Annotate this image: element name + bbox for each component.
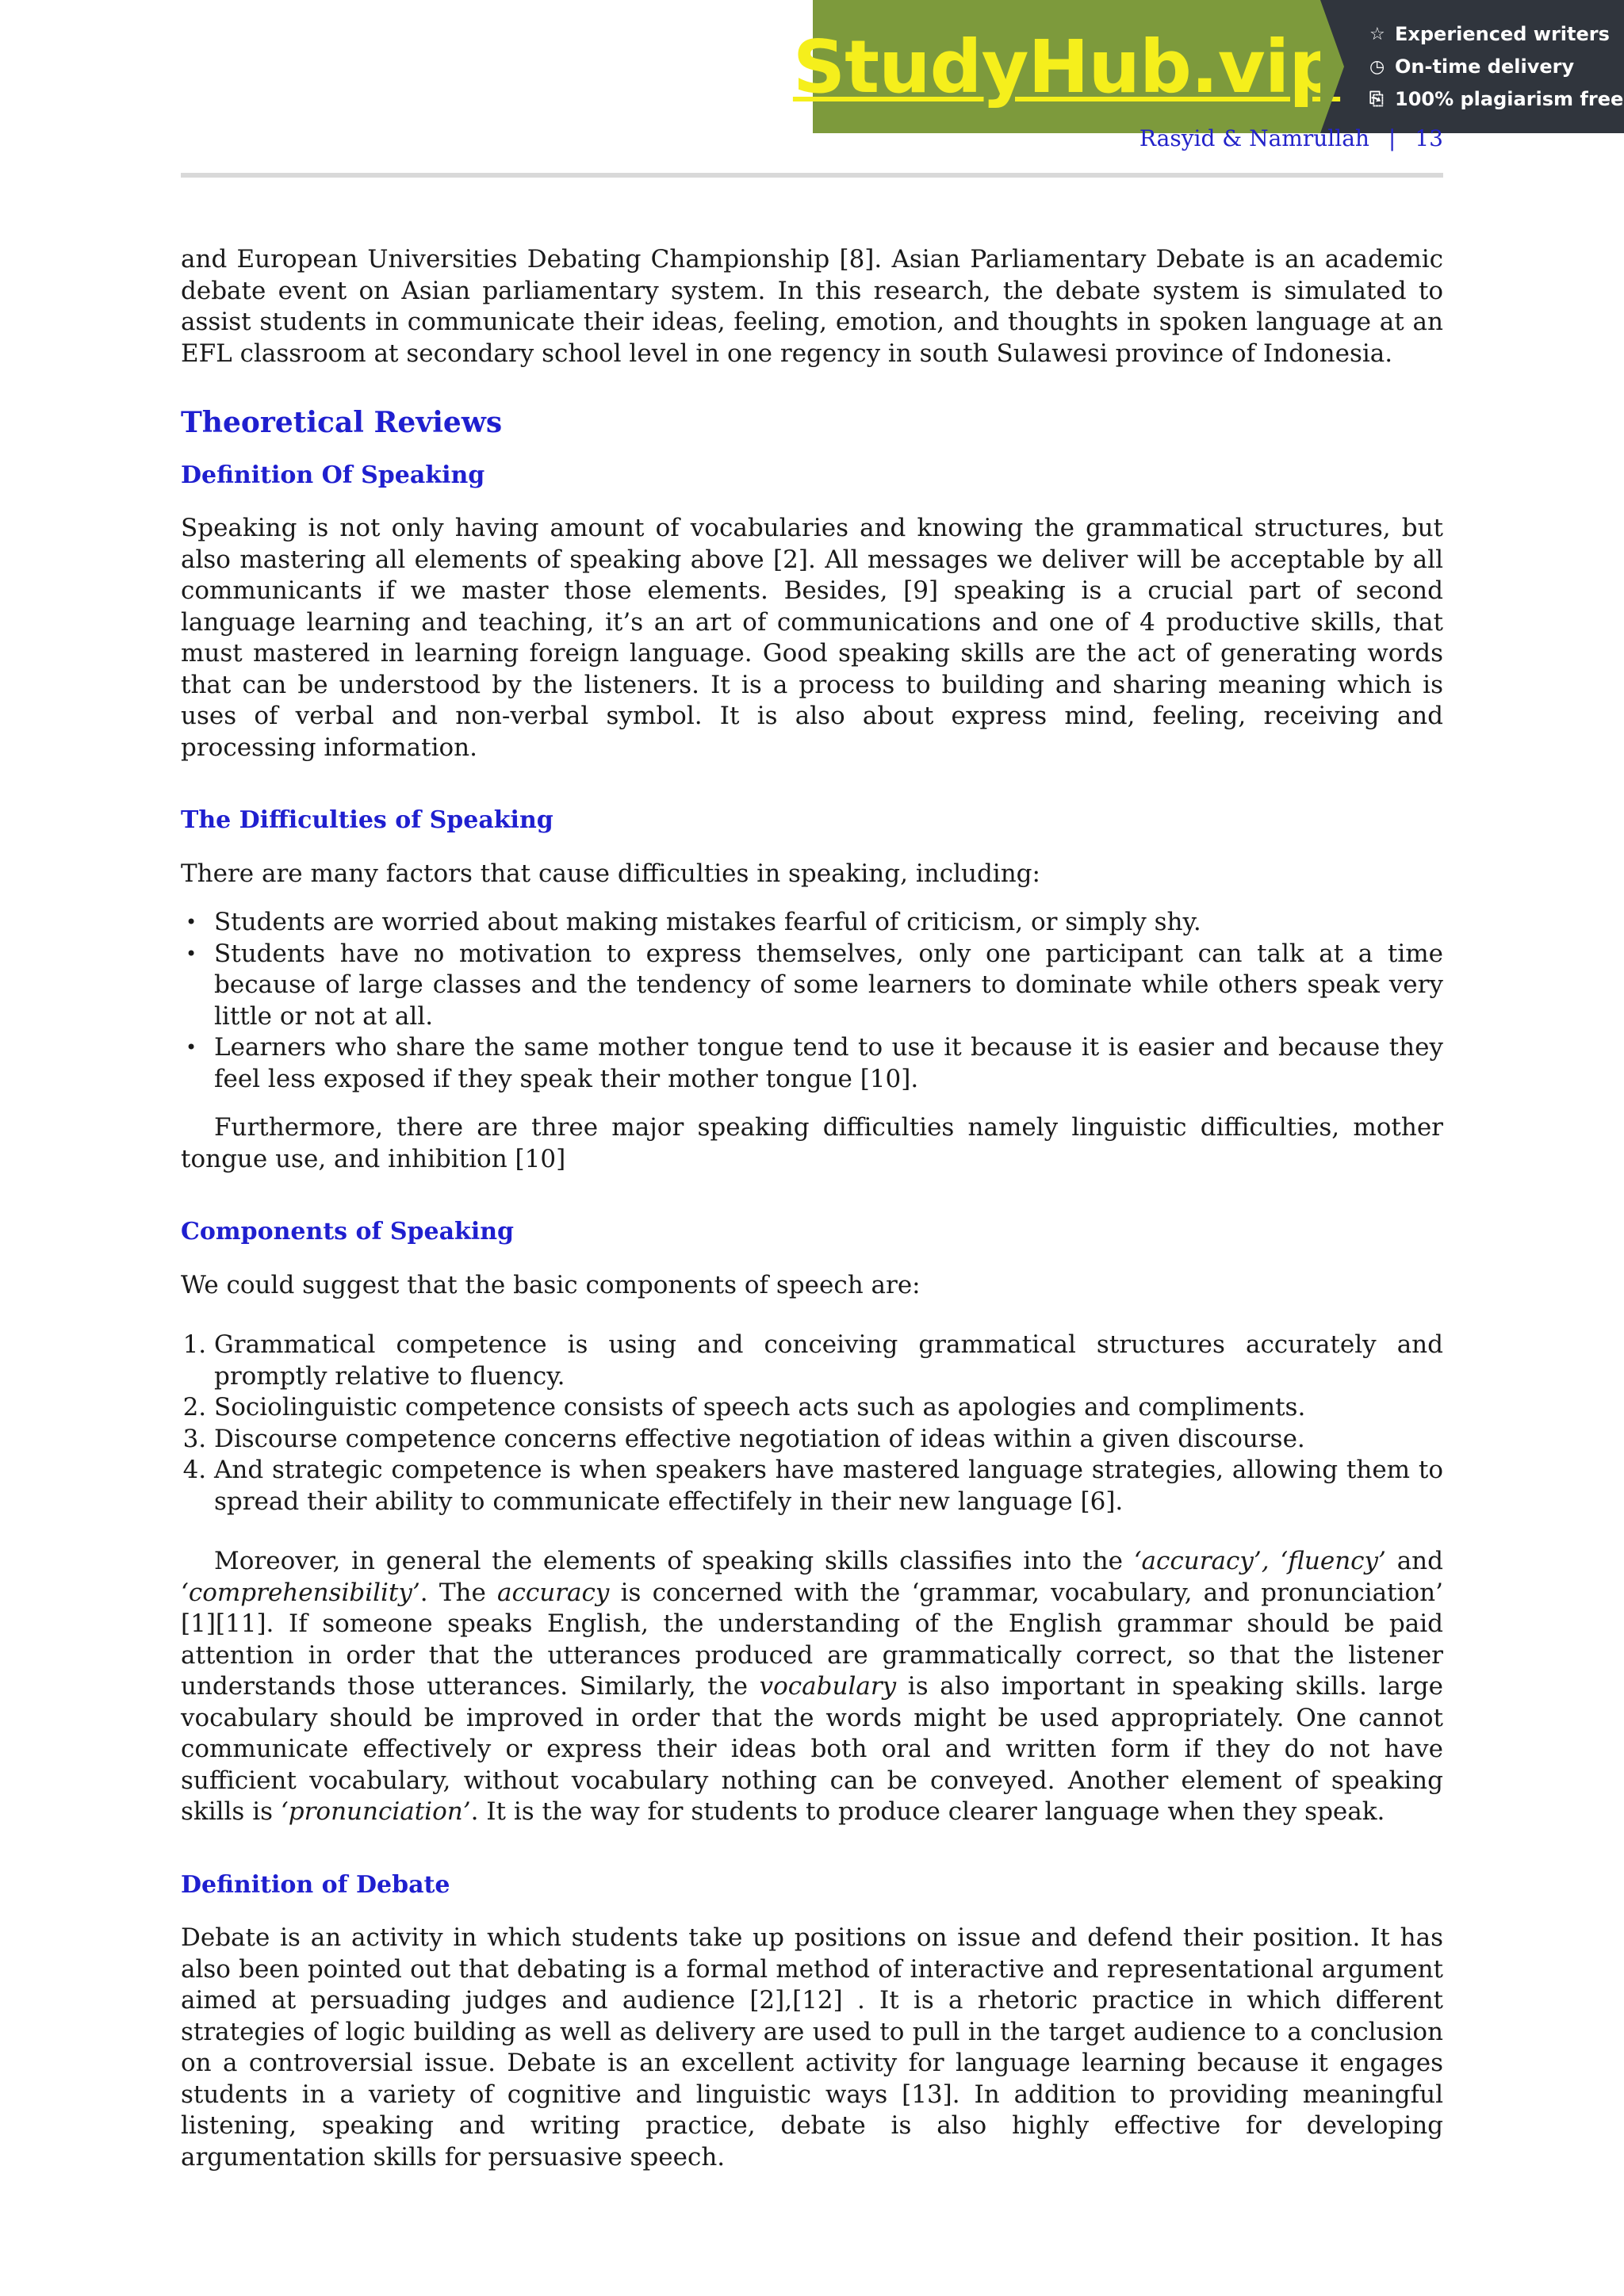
subheading-definition-of-speaking: Definition Of Speaking xyxy=(181,461,485,489)
italic-run: ‘accuracy’, ‘fluency’ xyxy=(1133,1547,1386,1575)
list-item: 3. Discourse competence concerns effective negotiation of ideas within a given discourse. xyxy=(214,1424,1443,1456)
components-paragraph xyxy=(181,1546,1443,1828)
components-list xyxy=(181,1330,1443,1517)
feature-experienced-writers xyxy=(1369,18,1624,51)
italic-run: ‘comprehensibility’ xyxy=(181,1578,420,1607)
list-item: 2. Sociolinguistic competence consists of speech acts such as apologies and compliments. xyxy=(214,1392,1443,1424)
feature-plagiarism-free xyxy=(1369,83,1624,116)
feature-label: 100% plagiarism free xyxy=(1395,87,1624,110)
components-lead: We could suggest that the basic components of speech are: xyxy=(181,1270,921,1299)
text-run: Moreover, in general the elements of speaking skills classifies into the xyxy=(214,1547,1134,1575)
italic-run: accuracy xyxy=(497,1578,610,1607)
list-item: • Students have no motivation to express themselves, only one participant can talk at a time because of large classes and the tendency of some learners to dominate while others speak very little or not at all. xyxy=(214,939,1443,1033)
header-divider xyxy=(181,173,1443,178)
difficulties-followup: Furthermore, there are three major speaking difficulties namely linguistic difficulties, mother tongue use, and inhibition [10] xyxy=(181,1113,1443,1173)
banner-features xyxy=(1320,0,1624,133)
page-number: 13 xyxy=(1415,125,1443,151)
star-icon: ☆ xyxy=(1369,24,1385,44)
text-run: and xyxy=(1385,1547,1443,1575)
text-run: is concerned with the ‘grammar, vocabulary, and pronunciation’ [1][11]. If someone speaks English, the understanding of the English grammar should be paid attention in order that the utterances produced are grammatically correct, so that the listener understands those utterances. Similarly, the xyxy=(181,1578,1443,1701)
text-run: . It is the way for students to produce clearer language when they speak. xyxy=(470,1797,1385,1826)
italic-run: vocabulary xyxy=(759,1672,897,1701)
feature-on-time-delivery xyxy=(1369,51,1624,83)
studyhub-banner[interactable] xyxy=(792,0,1624,133)
subheading-definition-of-debate: Definition of Debate xyxy=(181,1870,450,1899)
list-item: • Students are worried about making mistakes fearful of criticism, or simply shy. xyxy=(214,907,1443,939)
subheading-components-of-speaking: Components of Speaking xyxy=(181,1218,515,1246)
difficulties-list xyxy=(181,907,1443,1095)
italic-run: ‘pronunciation’ xyxy=(280,1797,471,1826)
feature-label: On-time delivery xyxy=(1395,55,1575,78)
header-separator: | xyxy=(1388,125,1396,151)
list-item: • Learners who share the same mother tongue tend to use it because it is easier and because they feel less exposed if they speak their mother tongue [10]. xyxy=(214,1032,1443,1095)
difficulties-lead: There are many factors that cause difficulties in speaking, including: xyxy=(181,859,1040,888)
debate-definition-paragraph: Debate is an activity in which students take up positions on issue and defend their position. It has also been pointed out that debating is a formal method of interactive and representational argument aimed at persuading judges and audience [2],[12] . It is a rhetoric practice in which different strategies of logic building as well as delivery are used to pull in the target audience to a conclusion on a controversial issue. Debate is an excellent activity for language learning because it engages students in a variety of cognitive and linguistic ways [13]. In addition to providing meaningful listening, speaking and writing practice, debate is also highly effective for developing argumentation skills for persuasive speech. xyxy=(181,1923,1443,2172)
subheading-difficulties-of-speaking: The Difficulties of Speaking xyxy=(181,806,553,834)
running-header xyxy=(1139,125,1443,151)
feature-label: Experienced writers xyxy=(1395,22,1610,45)
document-icon: ⎘ xyxy=(1369,89,1384,109)
speaking-definition-paragraph: Speaking is not only having amount of vocabularies and knowing the grammatical structures, but also mastering all elements of speaking above [2]. All messages we deliver will be acceptable by all communicants if we master those elements. Besides, [9] speaking is a crucial part of second language learning and teaching, it’s an art of communications and one of 4 productive skills, that must mastered in learning foreign language. Good speaking skills are the act of generating words that can be understood by the listeners. It is a process to building and sharing meaning which is uses of verbal and non-verbal symbol. It is also about express mind, feeling, receiving and processing information. xyxy=(181,514,1443,762)
list-item: 4. And strategic competence is when speakers have mastered language strategies, allowing them to spread their ability to communicate effectifely in their new language [6]. xyxy=(214,1455,1443,1517)
brand-name: StudyHub.vip xyxy=(792,24,1341,109)
section-title: Theoretical Reviews xyxy=(181,406,503,439)
header-authors: Rasyid & Namrullah xyxy=(1139,125,1369,151)
brand-logo[interactable] xyxy=(792,0,1341,133)
banner-notch xyxy=(1320,0,1344,133)
list-item: 1. Grammatical competence is using and conceiving grammatical structures accurately and promptly relative to fluency. xyxy=(214,1330,1443,1392)
text-run: is also important in speaking skills. large vocabulary should be improved in order that the words might be used appropriately. One cannot communicate effectively or express their ideas both oral and written form if they do not have sufficient vocabulary, without vocabulary nothing can be conveyed. Another element of speaking skills is xyxy=(181,1672,1443,1826)
intro-paragraph: and European Universities Debating Championship [8]. Asian Parliamentary Debate is an academic debate event on Asian parliamentary system. In this research, the debate system is simulated to assist students in communicate their ideas, feeling, emotion, and thoughts in spoken language at an EFL classroom at secondary school level in one regency in south Sulawesi province of Indonesia. xyxy=(181,245,1443,368)
text-run: . The xyxy=(419,1578,498,1607)
article-body xyxy=(181,244,1443,2173)
clock-icon: ◷ xyxy=(1369,56,1385,77)
